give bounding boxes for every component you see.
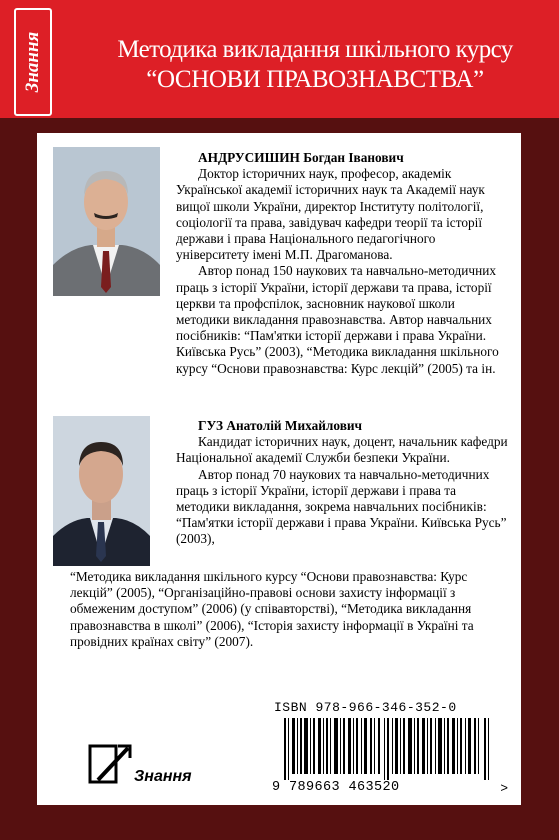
author2-paragraph2: Автор понад 70 наукових та навчально-методичних праць з історії України, історії держави і права та методики викладання, зокрема навчальних посібників: “Пам'ятки історії держави і права України. Київська Русь” (2003),: [176, 466, 507, 547]
author2-name: ГУЗ Анатолій Михайлович: [198, 418, 363, 433]
barcode: [284, 718, 494, 780]
isbn-number: ISBN 978-966-346-352-0: [274, 700, 457, 715]
author2-bio-continued: [70, 569, 510, 650]
publisher-logo-icon: [88, 742, 132, 786]
author1-paragraph1: Доктор історичних наук, професор, академік Української академії історичних наук та Академії наук вищої школи України, директор Інституту політології, соціології та права, завідувач кафедри теорії та історії держави і права Національного педагогічного університету імені М.П. Драгоманова.: [176, 166, 485, 263]
portrait-image: [53, 416, 150, 566]
barcode-arrow: >: [500, 780, 508, 795]
author2-paragraph2-continued: “Методика викладання шкільного курсу “Основи правознавства: Курс лекцій” (2005), “Організаційно-правові основи захисту інформації з обмеженим доступом” (2006) (у співавторстві), “Методика викладання правознавства в школі” (2006), “Історія захисту інформації в Україні та провідних країнах світу” (2007).: [70, 569, 474, 649]
book-title-line2: “ОСНОВИ ПРАВОЗНАВСТВА”: [146, 66, 484, 93]
barcode-digits: 9 789663 463520: [272, 780, 400, 795]
publisher-logo-shape: [88, 742, 132, 786]
author2-bio: [176, 418, 508, 548]
author2-photo: [53, 416, 150, 566]
author2-paragraph1: Кандидат історичних наук, доцент, начальник кафедри Національної академії Служби безпеки України.: [176, 434, 508, 466]
book-title-line1: Методика викладання шкільного курсу: [117, 36, 513, 63]
author1-photo: [53, 147, 160, 296]
author1-name: АНДРУСИШИН Богдан Іванович: [198, 150, 404, 165]
publisher-name: Знання: [134, 768, 192, 785]
spine-logo-text: Знання: [22, 31, 43, 93]
spine-logo: [14, 8, 52, 116]
barcode-bars: [284, 718, 494, 780]
author1-bio: [176, 150, 508, 377]
portrait-image: [53, 147, 160, 296]
author1-paragraph2: Автор понад 150 наукових та навчально-методичних праць з історії України, історії держави та права, історії церкви та профспілок, засновник наукової школи методики викладання правознавства. Автор навчальних посібників: “Пам'ятки історії держави і права України. Київська Русь” (2003), “Методика викладання шкільного курсу “Основи правознавства: Курс лекцій” (2005) та ін.: [176, 263, 499, 376]
isbn-block: [270, 700, 510, 800]
